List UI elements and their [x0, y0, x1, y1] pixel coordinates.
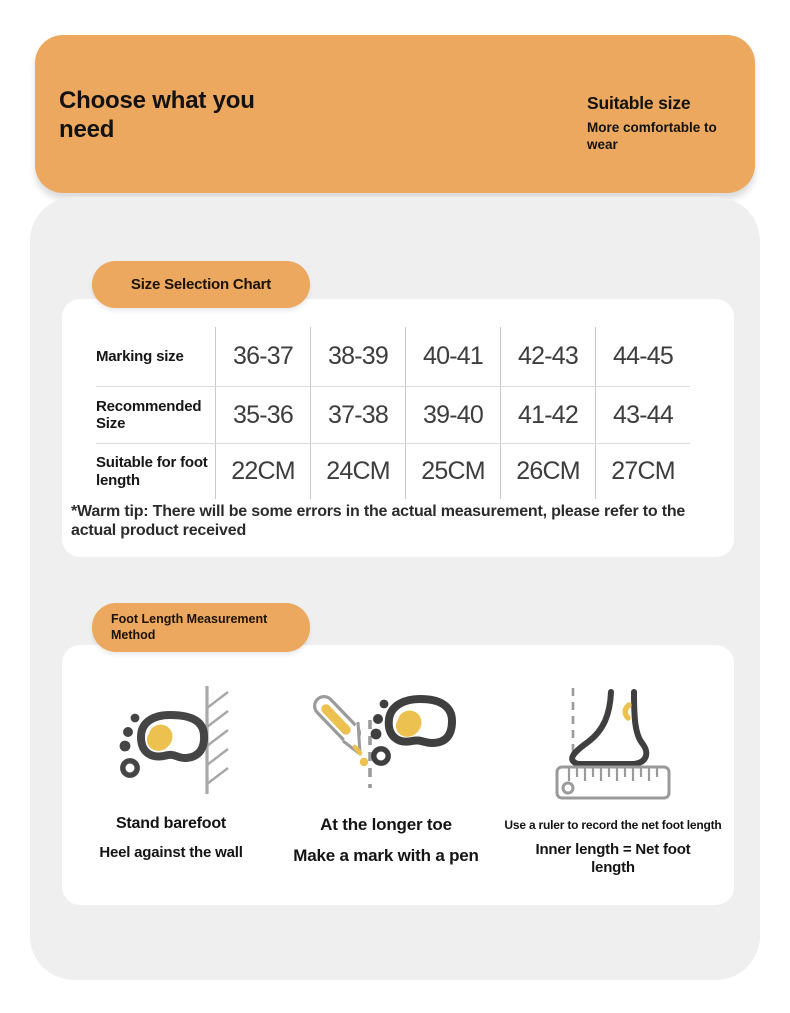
warm-tip-text: *Warm tip: There will be some errors in the actual measurement, please refer to the actual product received: [71, 503, 686, 539]
size-chart-badge-label: Size Selection Chart: [130, 276, 272, 293]
table-row: [96, 327, 690, 387]
measurement-method-card: [62, 645, 734, 905]
table-cell: 37-38: [310, 387, 405, 443]
suitable-size-title: Suitable size: [587, 93, 691, 113]
step-caption-line1: Stand barefoot: [115, 815, 227, 832]
row-label: Marking size: [96, 347, 184, 365]
foot-against-wall-icon: [109, 677, 234, 805]
size-chart-card: [62, 299, 734, 557]
table-cell: 38-39: [310, 327, 405, 386]
measurement-method-badge: [92, 603, 310, 652]
table-cell: 35-36: [215, 387, 310, 443]
step-caption-line2: Make a mark with a pen: [293, 846, 479, 865]
table-cell: 44-45: [595, 327, 690, 386]
page-title: Choose what you need: [59, 87, 255, 143]
header-right-block: [587, 93, 729, 154]
table-cell: 43-44: [595, 387, 690, 443]
size-table: [96, 327, 690, 499]
table-cell: 41-42: [500, 387, 595, 443]
measurement-step-2: [280, 645, 492, 905]
row-label: Suitable for foot length: [96, 454, 208, 489]
measurement-step-3: [492, 645, 734, 905]
table-cell: 25CM: [405, 444, 500, 499]
size-chart-badge: [92, 261, 310, 308]
step-caption-line1: At the longer toe: [320, 815, 452, 834]
table-cell: 36-37: [215, 327, 310, 386]
table-cell: 39-40: [405, 387, 500, 443]
step-caption-line1: Use a ruler to record the net foot length: [504, 818, 722, 832]
measurement-steps: [62, 645, 734, 905]
measurement-method-badge-label: Foot Length Measurement Method: [111, 611, 268, 642]
row-label: Recommended Size: [96, 397, 202, 432]
table-cell: 26CM: [500, 444, 595, 499]
measurement-step-1: [62, 645, 280, 905]
content-panel: [30, 197, 760, 980]
header-banner: [35, 35, 755, 193]
ruler-foot-icon: [553, 677, 673, 805]
table-cell: 27CM: [595, 444, 690, 499]
table-row: [96, 444, 690, 499]
pen-mark-toe-icon: [312, 677, 460, 805]
step-caption-line2: Inner length = Net foot length: [535, 841, 691, 876]
suitable-size-subtitle: More comfortable to wear: [587, 120, 717, 152]
table-cell: 22CM: [215, 444, 310, 499]
table-cell: 40-41: [405, 327, 500, 386]
step-caption-line2: Heel against the wall: [99, 844, 243, 861]
table-row: [96, 387, 690, 444]
table-cell: 24CM: [310, 444, 405, 499]
table-cell: 42-43: [500, 327, 595, 386]
